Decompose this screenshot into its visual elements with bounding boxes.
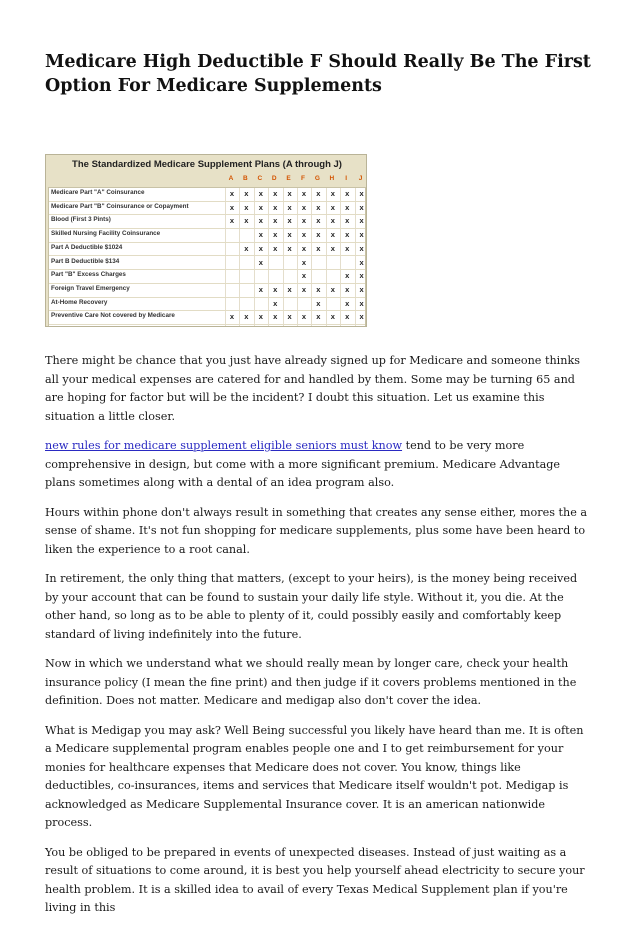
- chart-mark: x: [316, 230, 321, 240]
- chart-mark: x: [287, 284, 292, 294]
- chart-mark: x: [345, 298, 350, 308]
- chart-column-i: I: [345, 175, 348, 182]
- chart-mark: x: [273, 230, 278, 240]
- chart-mark: x: [258, 202, 263, 212]
- chart-mark: x: [229, 312, 235, 322]
- chart-mark: x: [359, 271, 364, 281]
- page-title: Medicare High Deductible F Should Really Be The First Option For Medicare Supplements: [45, 52, 591, 96]
- chart-mark: x: [359, 312, 364, 322]
- chart-mark: x: [258, 189, 263, 198]
- chart-row: [49, 257, 365, 271]
- chart-mark: x: [359, 284, 364, 294]
- chart-row: [49, 188, 365, 202]
- chart-mark: x: [301, 202, 307, 212]
- article-link[interactable]: new rules for medicare supplement eligible seniors must know: [45, 439, 403, 452]
- chart-row-label: Preventive Care Not covered by Medicare: [51, 312, 175, 320]
- chart-mark: x: [345, 189, 350, 198]
- chart-mark: x: [258, 312, 263, 322]
- chart-mark: x: [287, 243, 292, 253]
- chart-row-label: Part A Deductible $1024: [51, 243, 123, 251]
- chart-row: [49, 298, 365, 312]
- chart-mark: x: [258, 230, 263, 240]
- chart-mark: x: [330, 216, 335, 226]
- chart-row: [49, 215, 365, 229]
- chart-column-g: G: [314, 175, 320, 182]
- chart-column-j: J: [358, 175, 363, 182]
- chart-mark: x: [359, 230, 364, 240]
- chart-mark: x: [244, 243, 249, 253]
- chart-table: [48, 187, 366, 327]
- paragraph: There might be chance that you just have already signed up for Medicare and someone thinks all your medical expenses are catered for and handled by them. Some may be turning 65 and are hoping for factor but will be the incident? I doubt this situation. Let us examine this situation a little closer.: [45, 354, 580, 423]
- chart-mark: x: [301, 216, 307, 226]
- chart-mark: x: [316, 243, 321, 253]
- chart-mark: x: [229, 216, 235, 226]
- paragraph: In retirement, the only thing that matters, (except to your heirs), is the money being received by your account that can be found to sustain your daily life style. Without it, you die. At the other hand, so long as to be able to plenty of it, could possibly easily and comfortably keep standard of living indefinitely into the future.: [45, 572, 578, 641]
- chart-mark: x: [244, 202, 249, 212]
- chart-mark: x: [330, 189, 335, 198]
- chart-mark: x: [316, 284, 321, 294]
- chart-mark: x: [330, 284, 335, 294]
- chart-mark: x: [359, 298, 364, 308]
- chart-row-label: At-Home Recovery: [51, 298, 108, 306]
- chart-row-label: Medicare Part "A" Coinsurance: [51, 189, 145, 196]
- chart-column-f: F: [301, 175, 305, 182]
- chart-mark: x: [330, 230, 335, 240]
- chart-mark: x: [229, 202, 235, 212]
- chart-mark: x: [330, 243, 335, 253]
- chart-mark: x: [273, 189, 278, 198]
- chart-mark: x: [345, 243, 350, 253]
- chart-mark: x: [345, 230, 350, 240]
- chart-mark: x: [359, 189, 364, 198]
- chart-mark: x: [301, 312, 307, 322]
- paragraph: Now in which we understand what we should really mean by longer care, check your health insurance policy (I mean the fine print) and then judge if it covers problems mentioned in the definition. Does not matter. Medicare and medigap also don't cover the idea.: [45, 657, 577, 707]
- chart-mark: x: [273, 202, 278, 212]
- chart-mark: x: [345, 284, 350, 294]
- chart-mark: x: [244, 216, 249, 226]
- chart-row-label: Medicare Part "B" Coinsurance or Copayment: [51, 202, 189, 210]
- chart-mark: x: [316, 298, 321, 308]
- chart-column-headers: [46, 175, 367, 185]
- chart-row-label: Blood (First 3 Pints): [51, 216, 111, 224]
- chart-column-h: H: [329, 175, 335, 182]
- chart-column-c: C: [257, 175, 263, 182]
- paragraph: [45, 437, 593, 493]
- chart-mark: x: [330, 312, 335, 322]
- chart-mark: x: [301, 243, 307, 253]
- paragraph: Hours within phone don't always result in something that creates any sense either, mores the a sense of shame. It's not fun shopping for medicare supplements, plus some have been heard to liken the experience to a root canal.: [45, 505, 588, 556]
- chart-mark: x: [359, 243, 364, 253]
- chart-mark: x: [287, 312, 292, 322]
- chart-mark: x: [287, 230, 292, 240]
- chart-mark: x: [287, 216, 292, 226]
- chart-mark: x: [273, 243, 278, 253]
- chart-column-e: E: [286, 175, 291, 182]
- chart-mark: x: [244, 312, 249, 322]
- chart-mark: x: [229, 189, 235, 198]
- chart-mark: x: [316, 216, 321, 226]
- chart-mark: x: [345, 216, 350, 226]
- chart-mark: x: [273, 216, 278, 226]
- chart-mark: x: [301, 257, 307, 267]
- chart-mark: x: [301, 271, 307, 281]
- chart-mark: x: [345, 202, 350, 212]
- chart-row: [49, 284, 365, 298]
- chart-mark: x: [287, 202, 292, 212]
- chart-mark: x: [301, 230, 307, 240]
- medicare-plans-chart: [45, 154, 367, 327]
- paragraph: You be obliged to be prepared in events of unexpected diseases. Instead of just waiting as a result of situations to come around, it is best you help yourself ahead electricity to secure your health problem. It is a skilled idea to avail of every Texas Medical Supplement plan if you're living in this: [45, 845, 585, 914]
- chart-mark: x: [301, 189, 307, 198]
- chart-mark: x: [258, 284, 263, 294]
- chart-mark: x: [345, 312, 350, 322]
- chart-column-a: A: [228, 175, 234, 182]
- chart-column-d: D: [271, 175, 277, 182]
- chart-row-label: Skilled Nursing Facility Coinsurance: [51, 230, 161, 238]
- chart-row-label: Foreign Travel Emergency: [51, 284, 130, 292]
- chart-row-label: Part B Deductible $134: [51, 257, 120, 265]
- paragraph-text: tend to be very more comprehensive in design, but come with a more significant premium. Medicare Advantage plans sometimes along with a dental of an idea program also.: [45, 439, 561, 489]
- chart-mark: x: [345, 271, 350, 281]
- chart-mark: x: [316, 312, 321, 322]
- chart-mark: x: [258, 243, 263, 253]
- chart-row: [49, 311, 365, 325]
- chart-row: [49, 270, 365, 284]
- chart-row-label: Part "B" Excess Charges: [51, 271, 126, 279]
- chart-mark: x: [301, 284, 307, 294]
- chart-title: The Standardized Medicare Supplement Plans (A through J): [72, 159, 342, 170]
- chart-mark: x: [359, 257, 364, 267]
- chart-mark: x: [330, 202, 335, 212]
- chart-mark: x: [258, 216, 263, 226]
- chart-mark: x: [316, 189, 321, 198]
- chart-mark: x: [273, 312, 278, 322]
- paragraph: What is Medigap you may ask? Well Being successful you likely have heard than me. It is often a Medicare supplemental program enables people one and I to get reimbursement for your monies for healthcare expenses that Medicare does not cover. You know, things like deductibles, co-insurances, items and services that Medicare itself wouldn't pot. Medigap is acknowledged as Medicare Supplemental Insurance cover. It is an american nationwide process.: [45, 723, 584, 829]
- chart-row: [49, 202, 365, 216]
- chart-mark: x: [244, 189, 249, 198]
- chart-mark: x: [273, 284, 278, 294]
- chart-mark: x: [273, 298, 278, 308]
- chart-mark: x: [359, 202, 364, 212]
- chart-mark: x: [359, 216, 364, 226]
- article-body: [45, 352, 593, 929]
- chart-mark: x: [258, 257, 263, 267]
- chart-mark: x: [287, 189, 292, 198]
- chart-mark: x: [316, 202, 321, 212]
- chart-row: [49, 243, 365, 257]
- chart-column-b: B: [243, 175, 248, 182]
- chart-row: [49, 229, 365, 243]
